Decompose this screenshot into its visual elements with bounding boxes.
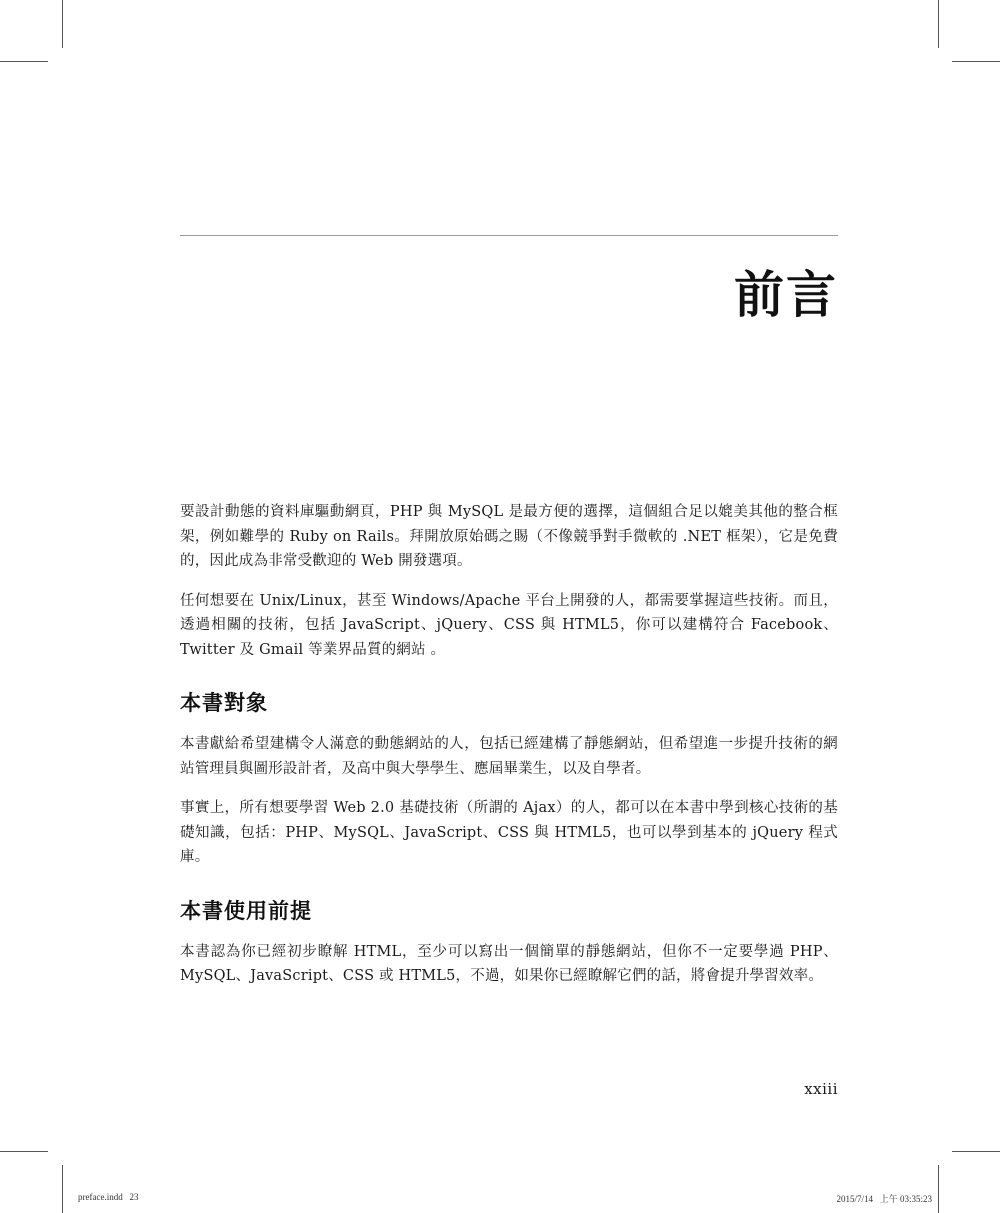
crop-mark-top-right — [952, 61, 1000, 62]
file-slug: preface.indd 23 — [78, 1192, 139, 1202]
crop-mark-bottom-right — [952, 1151, 1000, 1152]
page-content — [180, 500, 838, 1004]
crop-mark-top-right — [938, 0, 939, 48]
crop-mark-bottom-right — [938, 1165, 939, 1213]
intro-paragraph: 要設計動態的資料庫驅動網頁，PHP 與 MySQL 是最方便的選擇，這個組合足以媲美其他的整合框架，例如難學的 Ruby on Rails。拜開放原始碼之賜（不像競爭對手微軟的 .NET 框架），它是免費的，因此成為非常受歡迎的 Web 開發選項。 — [180, 504, 838, 569]
crop-mark-top-left — [0, 61, 48, 62]
section-heading-prerequisites: 本書使用前提 — [180, 898, 312, 923]
date-slug: 2015/7/14 上午 03:35:23 — [836, 1194, 932, 1204]
section-heading-audience: 本書對象 — [180, 691, 268, 715]
intro-paragraph: 任何想要在 Unix/Linux，甚至 Windows/Apache 平台上開發的人，都需要掌握這些技術。而且，透過相關的技術，包括 JavaScript、jQuery、CSS 與 HTML5，你可以建構符合 Facebook、Twitter 及 Gmail 等業界品質的網站 。 — [180, 592, 838, 658]
section-paragraph: 本書獻給希望建構令人滿意的動態網站的人，包括已經建構了靜態網站，但希望進一步提升技術的網站管理員與圖形設計者，及高中與大學學生、應屆畢業生，以及自學者。 — [180, 736, 838, 777]
crop-mark-bottom-left — [0, 1151, 48, 1152]
section-paragraph: 事實上，所有想要學習 Web 2.0 基礎技術（所謂的 Ajax）的人，都可以在本書中學到核心技術的基礎知識，包括：PHP、MySQL、JavaScript、CSS 與 HTML5，也可以學到基本的 jQuery 程式庫。 — [180, 800, 838, 865]
chapter-title: 前言 — [734, 266, 838, 324]
crop-mark-top-left — [62, 0, 63, 48]
chapter-rule — [180, 235, 838, 236]
page-number: xxiii — [804, 1080, 838, 1098]
section-paragraph: 本書認為你已經初步瞭解 HTML，至少可以寫出一個簡單的靜態網站，但你不一定要學過 PHP、MySQL、JavaScript、CSS 或 HTML5，不過，如果你已經瞭解它們的話，將會提升學習效率。 — [180, 943, 838, 984]
crop-mark-bottom-left — [62, 1165, 63, 1213]
